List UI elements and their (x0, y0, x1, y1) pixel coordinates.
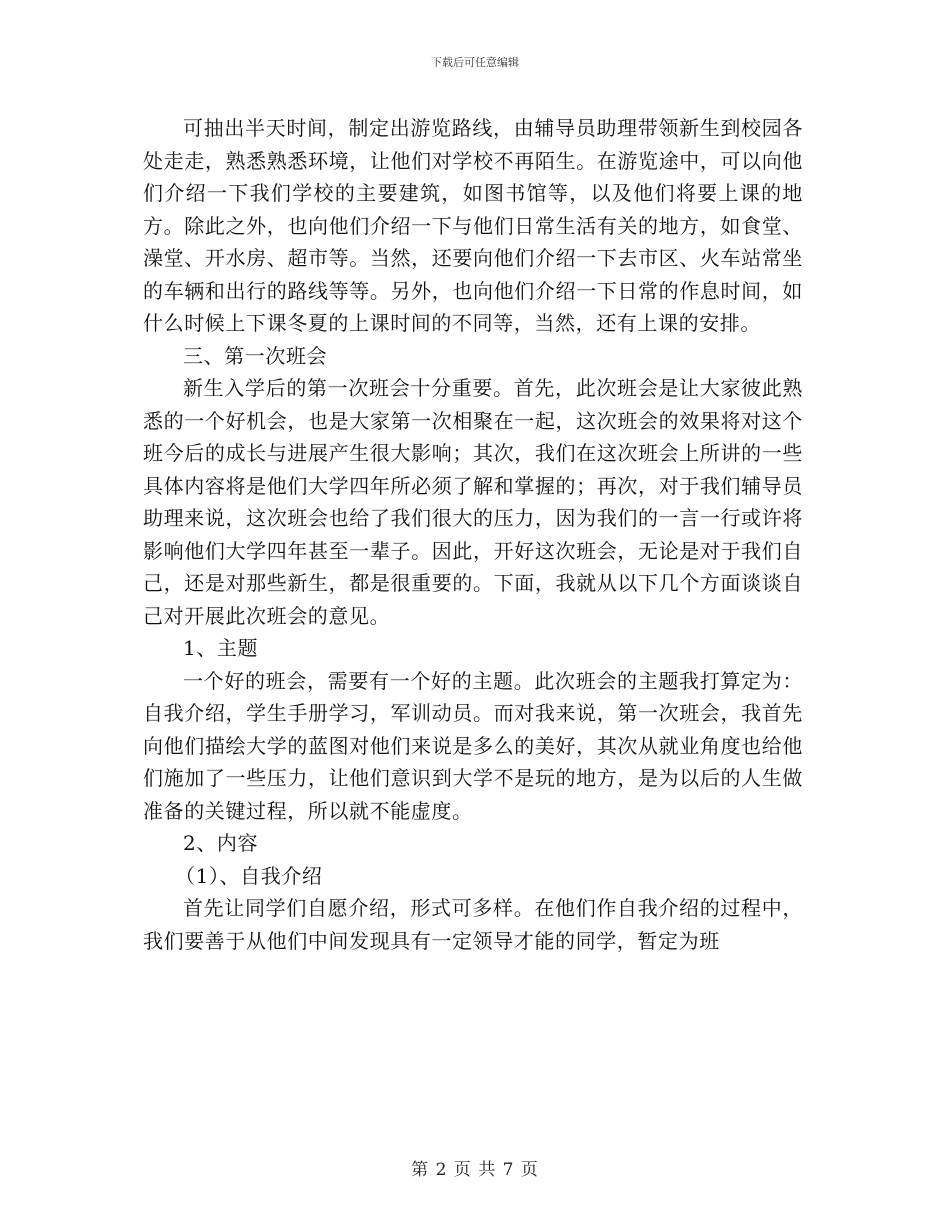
heading-content: 2、内容 (183, 831, 259, 855)
paragraph-class-meeting: 新生入学后的第一次班会十分重要。首先，此次班会是让大家彼此熟悉的一个好机会，也是大家第一次相聚在一起，这次班会的效果将对这个班今后的成长与进展产生很大影响；其次，我们在这次班会上所讲的一些具体内容将是他们大学四年所必须了解和掌握的；再次，对于我们辅导员助理来说，这次班会也给了我们很大的压力，因为我们的一言一行或许将影响他们大学四年甚至一辈子。因此，开好这次班会，无论是对于我们自己，还是对那些新生，都是很重要的。下面，我就从以下几个方面谈谈自己对开展此次班会的意见。 (143, 376, 803, 628)
heading-theme: 1、主题 (183, 636, 259, 660)
document-body (143, 112, 803, 957)
paragraph-theme: 一个好的班会，需要有一个好的主题。此次班会的主题我打算定为：自我介绍，学生手册学习，军训动员。而对我来说，第一次班会，我首先向他们描绘大学的蓝图对他们来说是多么的美好，其次从就业角度也给他们施加了一些压力，让他们意识到大学不是玩的地方，是为以后的人生做准备的关键过程，所以就不能虚度。 (143, 668, 803, 823)
paragraph-tour: 可抽出半天时间，制定出游览路线，由辅导员助理带领新生到校园各处走走，熟悉熟悉环境，让他们对学校不再陌生。在游览途中，可以向他们介绍一下我们学校的主要建筑，如图书馆等，以及他们将要上课的地方。除此之外，也向他们介绍一下与他们日常生活有关的地方，如食堂、澡堂、开水房、超市等。当然，还要向他们介绍一下去市区、火车站常坐的车辆和出行的路线等等。另外，也向他们介绍一下日常的作息时间，如什么时候上下课冬夏的上课时间的不同等，当然，还有上课的安排。 (143, 116, 803, 335)
paragraph-self-introduction: 首先让同学们自愿介绍，形式可多样。在他们作自我介绍的过程中，我们要善于从他们中间发现具有一定领导才能的同学，暂定为班 (143, 896, 803, 953)
heading-self-introduction: （1）、自我介绍 (175, 863, 323, 888)
page-header: 下载后可任意编辑 (431, 56, 519, 69)
heading-first-class-meeting: 三、第一次班会 (183, 343, 328, 368)
page-number: 第 2 页 共 7 页 (411, 1160, 539, 1180)
